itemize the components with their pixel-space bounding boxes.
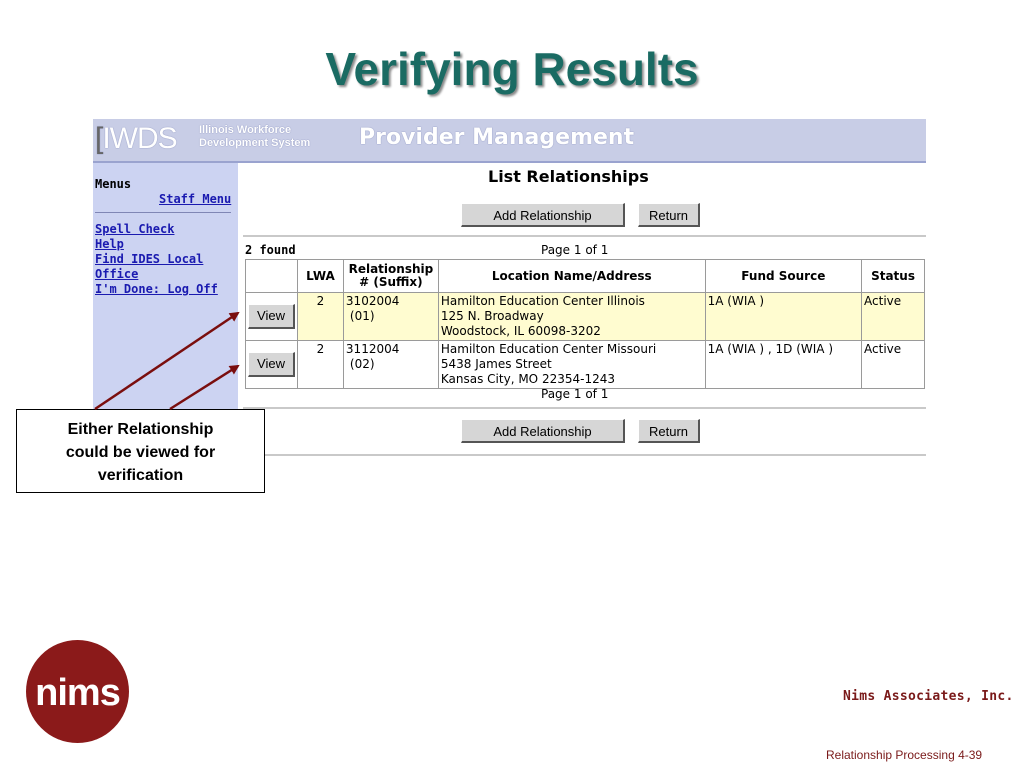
product-title: Provider Management (359, 125, 635, 150)
help-link[interactable]: Help (95, 237, 124, 251)
view-column-header (246, 260, 298, 293)
location-cell (438, 293, 705, 341)
page-indicator-bottom: Page 1 of 1 (541, 387, 609, 401)
relationships-table (245, 259, 925, 389)
find-ides-local-office-link[interactable]: Find IDES Local (95, 252, 204, 266)
spell-check-link[interactable]: Spell Check (95, 222, 175, 236)
relationship-number: 3112004 (345, 342, 400, 356)
relationship-cell (343, 293, 438, 341)
page-heading: List Relationships (488, 167, 649, 186)
find-ides-local-office-link-line-2[interactable]: Office (95, 267, 139, 281)
table-row (246, 341, 925, 389)
view-cell (246, 341, 298, 389)
location-name: Hamilton Education Center Illinois (440, 294, 645, 308)
divider (243, 407, 926, 409)
logo-subtitle-line-1: Illinois Workforce (199, 124, 292, 136)
slide-title: Verifying Results (325, 43, 699, 95)
callout-line-3: verification (97, 467, 184, 484)
lwa-cell: 2 (298, 293, 344, 341)
logo-bracket-icon: [ (95, 122, 103, 155)
iwds-logo (95, 122, 177, 156)
view-button-row-1[interactable]: View (248, 304, 295, 329)
return-button-top[interactable]: Return (638, 203, 700, 227)
location-street: 125 N. Broadway (440, 309, 544, 323)
callout-line-2: could be viewed for (65, 444, 216, 461)
lwa-cell: 2 (298, 341, 344, 389)
view-button-row-2[interactable]: View (248, 352, 295, 377)
divider (243, 454, 926, 456)
relationship-cell (343, 341, 438, 389)
return-button-bottom[interactable]: Return (638, 419, 700, 443)
table-row (246, 293, 925, 341)
log-off-link[interactable]: I'm Done: Log Off (95, 282, 218, 296)
staff-menu-link[interactable]: Staff Menu (159, 192, 232, 206)
relationship-number: 3102004 (345, 294, 400, 308)
column-header-relationship-line-2: # (Suffix) (359, 275, 423, 289)
divider (243, 235, 926, 237)
fund-source-cell: 1A (WIA ) (705, 293, 861, 341)
sidebar-links (95, 222, 218, 297)
app-screenshot (93, 119, 926, 457)
slide-footer: Relationship Processing 4-39 (826, 748, 983, 762)
status-cell: Active (862, 341, 925, 389)
relationship-suffix: (01) (349, 309, 375, 323)
location-city: Kansas City, MO 22354-1243 (440, 372, 615, 386)
page-indicator-top: Page 1 of 1 (541, 243, 609, 257)
nims-logo (26, 640, 129, 743)
table-header-row (246, 260, 925, 293)
location-cell (438, 341, 705, 389)
callout-line-1: Either Relationship (67, 421, 214, 438)
location-street: 5438 James Street (440, 357, 552, 371)
callout-box (16, 409, 265, 493)
view-cell (246, 293, 298, 341)
status-cell: Active (862, 293, 925, 341)
column-header-relationship-line-1: Relationship (348, 262, 434, 276)
iwds-logo-text: IWDS (102, 122, 177, 155)
sidebar-divider (95, 212, 231, 213)
column-header-relationship (343, 260, 438, 293)
results-count: 2 found (245, 243, 296, 257)
add-relationship-button-bottom[interactable]: Add Relationship (461, 419, 625, 443)
column-header-lwa: LWA (298, 260, 344, 293)
company-name: Nims Associates, Inc. (843, 689, 1014, 704)
add-relationship-button-top[interactable]: Add Relationship (461, 203, 625, 227)
column-header-status: Status (862, 260, 925, 293)
menus-label: Menus (95, 177, 132, 191)
fund-source-cell: 1A (WIA ) , 1D (WIA ) (705, 341, 861, 389)
column-header-fund-source: Fund Source (705, 260, 861, 293)
location-city: Woodstock, IL 60098-3202 (440, 324, 601, 338)
nims-logo-text: nims (35, 672, 120, 714)
iwds-logo-subtitle (199, 124, 310, 150)
column-header-location: Location Name/Address (438, 260, 705, 293)
location-name: Hamilton Education Center Missouri (440, 342, 657, 356)
app-header (93, 119, 926, 163)
relationship-suffix: (02) (349, 357, 375, 371)
logo-subtitle-line-2: Development System (199, 137, 311, 149)
